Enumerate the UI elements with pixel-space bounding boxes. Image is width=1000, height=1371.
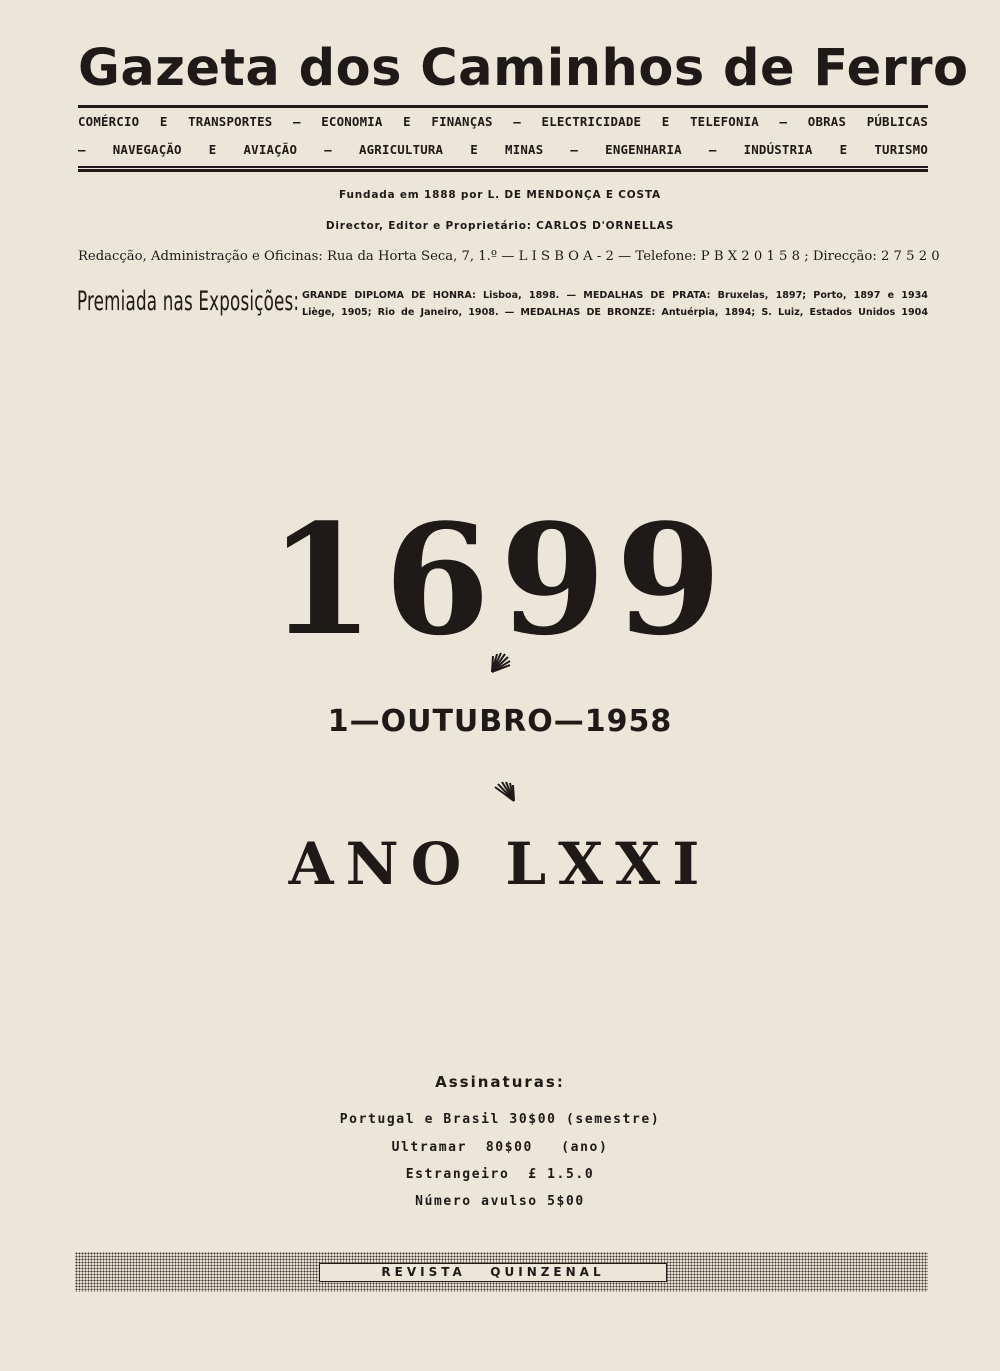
subscription-price: Portugal e Brasil 30$00 (semestre) <box>339 1112 661 1127</box>
founded-line: Fundada em 1888 por L. DE MENDONÇA E COSTA <box>339 189 661 201</box>
topics-line-2: — NAVEGAÇÃO E AVIAÇÃO — AGRICULTURA E MINAS — ENGENHARIA — INDÚSTRIA E TURISMO <box>78 142 928 157</box>
issue-date: 1—OUTUBRO—1958 <box>327 704 673 739</box>
address-line: Redacção, Administração e Oficinas: Rua da Horta Seca, 7, 1.º — L I S B O A - 2 — Telefone: P B X 2 0 1 5 8 ; Direcção: 2 7 5 2 0 <box>78 249 940 264</box>
masthead-rule <box>78 105 928 108</box>
masthead-title: Gazeta dos Caminhos de Ferro <box>78 39 969 98</box>
director-line: Director, Editor e Proprietário: CARLOS D'ORNELLAS <box>325 220 675 232</box>
fan-ornament-icon <box>490 779 518 805</box>
volume-year: ANO LXXI <box>288 830 712 898</box>
topics-line-1: COMÉRCIO E TRANSPORTES — ECONOMIA E FINANÇAS — ELECTRICIDADE E TELEFONIA — OBRAS PÚBLICAS <box>78 114 928 129</box>
awards-label: Premiada nas Exposições: <box>77 286 300 317</box>
issue-number: 1699 <box>268 490 732 669</box>
topics-rule-thin <box>78 166 928 168</box>
subscription-price: Ultramar 80$00 (ano) <box>391 1140 609 1155</box>
subscription-price: Estrangeiro £ 1.5.0 <box>405 1167 595 1182</box>
awards-line-1: GRANDE DIPLOMA DE HONRA: Lisboa, 1898. — MEDALHAS DE PRATA: Bruxelas, 1897; Porto, 1897 e 1934 <box>302 290 928 301</box>
awards-line-2: Liège, 1905; Rio de Janeiro, 1908. — MEDALHAS DE BRONZE: Antuérpia, 1894; S. Luiz, Estados Unidos 1904 <box>302 307 928 318</box>
footer-label: REVISTA QUINZENAL <box>319 1263 667 1282</box>
subscription-price: Número avulso 5$00 <box>415 1194 585 1209</box>
subscriptions-title: Assinaturas: <box>435 1073 565 1091</box>
fan-ornament-icon <box>488 648 516 674</box>
topics-rule-thick <box>78 169 928 172</box>
